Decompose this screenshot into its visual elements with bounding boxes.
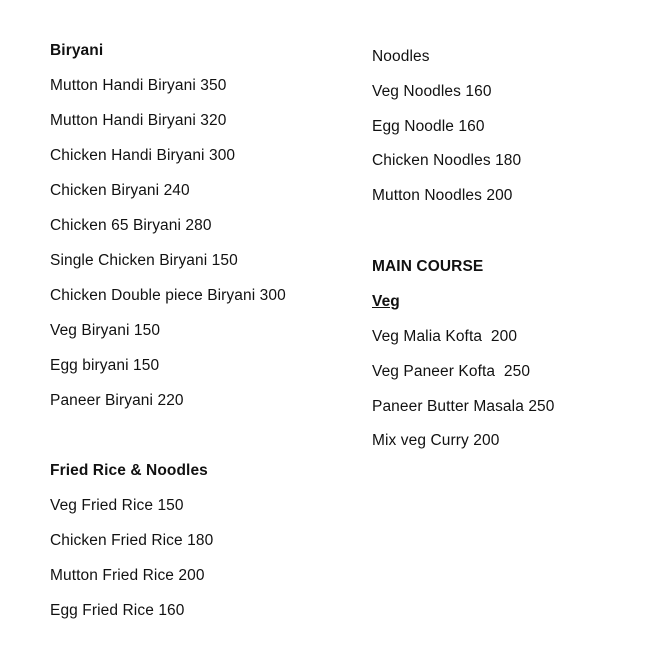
fried-rice-heading: Fried Rice & Noodles [50,462,208,479]
menu-item: Paneer Butter Masala 250 [372,398,555,415]
menu-item: Mutton Noodles 200 [372,187,513,204]
menu-item: Chicken 65 Biryani 280 [50,217,212,234]
menu-item: Egg Noodle 160 [372,118,485,135]
menu-item: Paneer Biryani 220 [50,392,184,409]
menu-item: Mutton Handi Biryani 320 [50,112,227,129]
menu-item: Veg Paneer Kofta 250 [372,363,531,380]
menu-item: Veg Fried Rice 150 [50,497,184,514]
menu-item: Chicken Double piece Biryani 300 [50,287,286,304]
menu-item: Single Chicken Biryani 150 [50,252,238,269]
veg-subheading: Veg [372,293,400,310]
menu-item: Mutton Fried Rice 200 [50,567,205,584]
menu-item: Chicken Biryani 240 [50,182,190,199]
menu-item: Chicken Fried Rice 180 [50,532,214,549]
menu-item: Egg Fried Rice 160 [50,602,185,619]
menu-item: Veg Noodles 160 [372,83,492,100]
noodles-heading: Noodles [372,48,430,65]
biryani-heading: Biryani [50,42,104,59]
menu-item: Mix veg Curry 200 [372,432,500,449]
menu-item: Chicken Handi Biryani 300 [50,147,236,164]
menu-item: Veg Biryani 150 [50,322,161,339]
menu-item: Chicken Noodles 180 [372,152,522,169]
menu-item: Egg biryani 150 [50,357,160,374]
main-course-heading: MAIN COURSE [372,258,484,275]
menu-item: Mutton Handi Biryani 350 [50,77,227,94]
menu-item: Veg Malia Kofta 200 [372,328,518,345]
